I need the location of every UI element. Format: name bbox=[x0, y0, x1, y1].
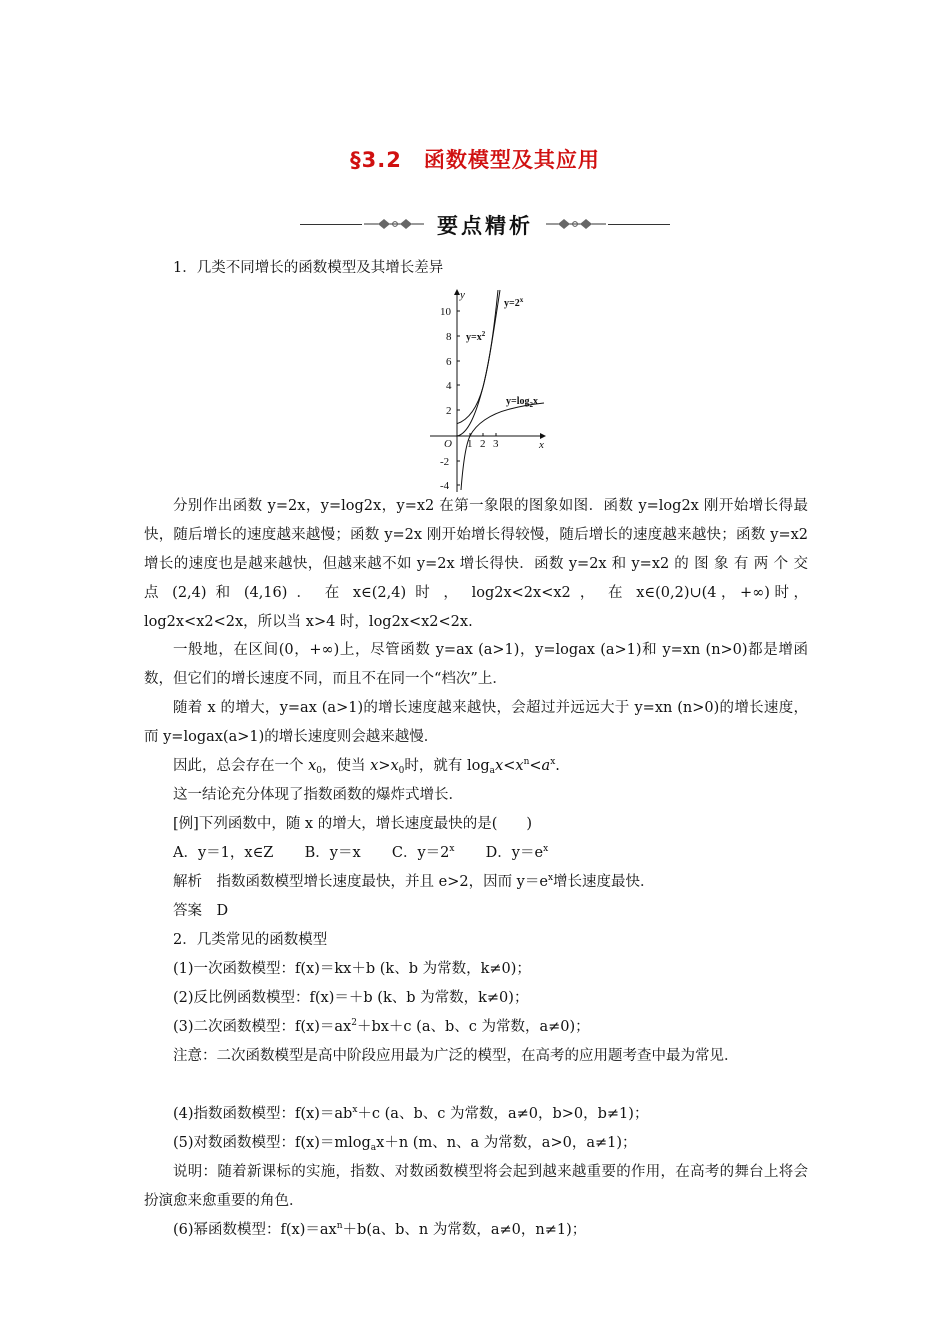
page-title: §3.2 函数模型及其应用 bbox=[350, 148, 600, 172]
model-exponential: (4)指数函数模型：$f(x)=ab^x+c$ (a、b、c 为常数，a≠0，b>0，b≠1)； bbox=[173, 1105, 649, 1122]
y-tick-6: 6 bbox=[446, 356, 452, 368]
model-linear: (1)一次函数模型：f(x)＝kx＋b (k、b 为常数，k≠0)； bbox=[173, 961, 531, 977]
option-d: D．$y=e^x$ bbox=[485, 844, 549, 861]
x-tick-3: 3 bbox=[493, 438, 499, 450]
answer: 答案 D bbox=[173, 903, 229, 919]
x-tick-2: 2 bbox=[480, 438, 486, 450]
analysis: 解析 指数函数模型增长速度最快，并且 e>2，因而 $y=e^x$增长速度最快． bbox=[173, 873, 655, 890]
paragraph-growth-speed: 随着 x 的增大，y=ax (a>1)的增长速度越来越快，会超过并远远大于 y=xn (n>0)的增长速度，而 y=logax(a>1)的增长速度则会越来越慢． bbox=[144, 700, 808, 745]
x-axis-label: x bbox=[539, 439, 544, 451]
banner-title: 要点精析 bbox=[437, 214, 533, 238]
option-b: B．y＝x bbox=[304, 845, 361, 861]
example-question: [例]下列函数中，随 x 的增大，增长速度最快的是( ) bbox=[173, 816, 533, 832]
curve-square bbox=[457, 290, 498, 436]
section-banner bbox=[300, 210, 670, 240]
label-square: $y=x^2$ bbox=[466, 330, 486, 343]
model-logarithmic: (5)对数函数模型：f(x)＝mlog$_a$x＋n (m、n、a 为常数，a>0，a≠1)； bbox=[173, 1135, 637, 1153]
note-quadratic: 注意：二次函数模型是高中阶段应用最为广泛的模型，在高考的应用题考查中最为常见． bbox=[173, 1048, 739, 1064]
option-c: C．$y=2^x$ bbox=[391, 844, 455, 861]
label-exponential: $y=2^x$ bbox=[504, 296, 524, 309]
paragraph-conclusion: 因此，总会存在一个 $x_0$，使当 $x>x_0$时，就有 $\log_ax<x^n<a^x$. bbox=[173, 757, 560, 776]
paragraph-explosive: 这一结论充分体现了指数函数的爆炸式增长． bbox=[173, 787, 463, 803]
model-inverse: (2)反比例函数模型：f(x)＝＋b (k、b 为常数，k≠0)； bbox=[173, 990, 529, 1006]
model-quadratic: (3)二次函数模型：$f(x)=ax^2+bx+c$ (a、b、c 为常数，a≠0)； bbox=[173, 1018, 590, 1035]
section-1-heading: 1．几类不同增长的函数模型及其增长差异 bbox=[173, 260, 444, 276]
section-2-heading: 2．几类常见的函数模型 bbox=[173, 932, 328, 948]
y-tick-neg4: -4 bbox=[440, 480, 450, 492]
option-a: A．y＝1，x∈Z bbox=[173, 845, 274, 861]
banner-right-ornament-icon bbox=[546, 216, 606, 232]
x-tick-1: 1 bbox=[467, 438, 473, 450]
origin-label: O bbox=[444, 438, 452, 450]
model-power: (6)幂函数模型：$f(x)=ax^n+b(a$、b、n 为常数，a≠0，n≠1)； bbox=[173, 1221, 587, 1238]
function-graph bbox=[420, 284, 550, 494]
example-options bbox=[173, 839, 808, 868]
explanation: 说明：随着新课标的实施，指数、对数函数模型将会起到越来越重要的作用，在高考的舞台上将会扮演愈来愈重要的角色． bbox=[144, 1164, 808, 1209]
y-tick-2: 2 bbox=[446, 405, 452, 417]
paragraph-general: 一般地，在区间(0，+∞)上，尽管函数 y=ax (a>1)，y=logax (a>1)和 y=xn (n>0)都是增函数，但它们的增长速度不同，而且不在同一个“档次”上． bbox=[144, 642, 808, 687]
y-tick-8: 8 bbox=[446, 331, 452, 343]
y-tick-4: 4 bbox=[446, 380, 452, 392]
label-logarithm: $y=\log_2x$ bbox=[506, 396, 538, 409]
y-tick-neg2: -2 bbox=[440, 456, 450, 468]
y-axis-label: y bbox=[460, 289, 465, 301]
banner-right-rule bbox=[608, 224, 670, 225]
paragraph-growth-comparison: 分别作出函数 y=2x，y=log2x，y=x2 在第一象限的图象如图．函数 y=log2x 刚开始增长得最快，随后增长的速度越来越慢；函数 y=2x 刚开始增长得较慢，随后增长的速度越来越快；函数 y=x2 增长的速度也是越来越快，但越来越不如 y=2x 增长得快．函数 y=2x 和 y=x2 的 图 象 有 两 个 交 点 (2,4) 和 (4,16) ． 在 x∈(2,4) 时 ， log2x<2x<x2 ， 在 x∈(0,2)∪(4，+∞)时，log2x<x2<2x，所以当 x>4 时，log2x<x2<2x. bbox=[144, 498, 808, 630]
y-tick-10: 10 bbox=[440, 306, 451, 318]
